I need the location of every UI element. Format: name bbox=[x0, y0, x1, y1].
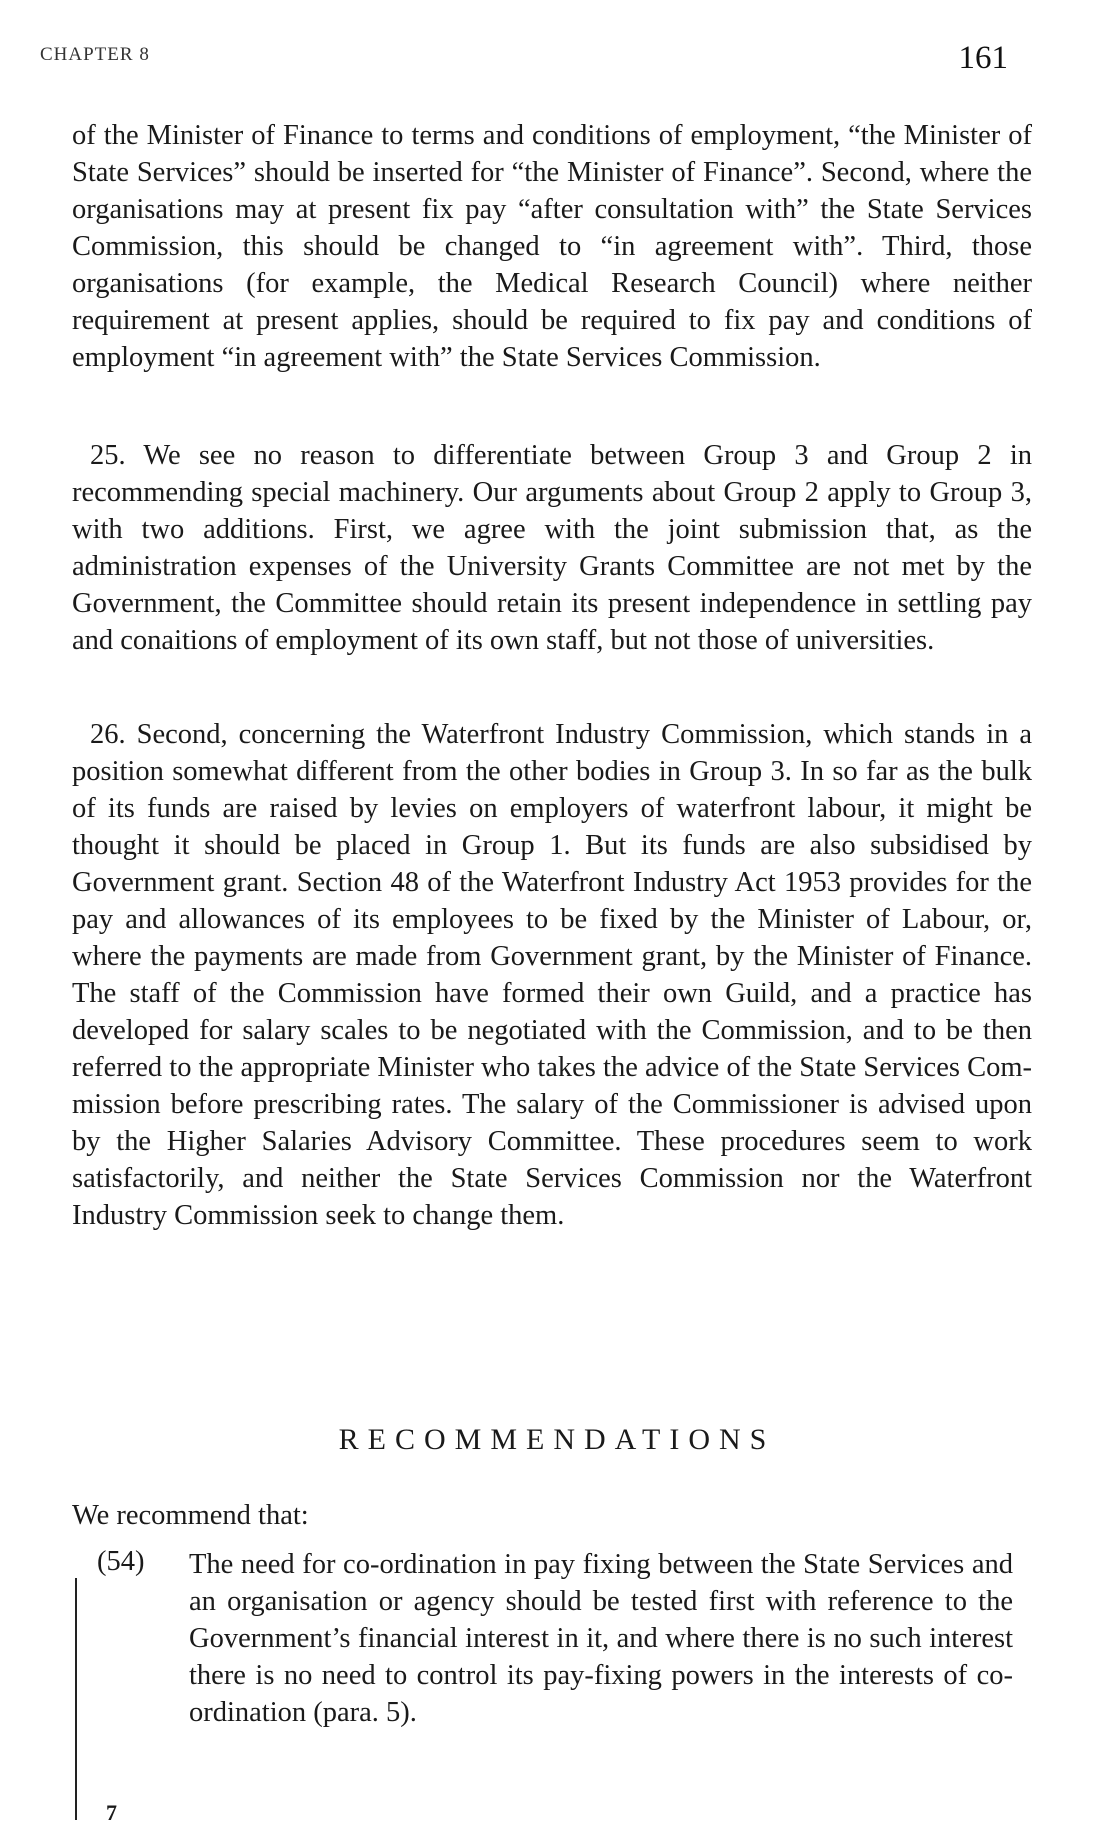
recommendation-number: (54) bbox=[97, 1546, 145, 1577]
signature-mark: 7 bbox=[106, 1800, 117, 1825]
paragraph-25: 25. We see no reason to differentiate between Group 3 and Group 2 in recommending special machinery. Our arguments about Group 2 apply to Group 3, with two additions. First, we agree with the joint submission that, as the administration expenses of the University Grants Committee are not met by the Government, the Committee should retain its present independence in settling pay and conaitions of employment of its own staff, but not those of universities. bbox=[72, 440, 1032, 656]
page-number: 161 bbox=[958, 40, 1008, 76]
recommendations-heading: RECOMMENDATIONS bbox=[338, 1423, 776, 1456]
margin-bar bbox=[75, 1578, 77, 1820]
paragraph-continued: of the Minister of Finance to terms and conditions of employment, “the Minister of State Services” should be inserted for “the Minister of Finance”. Second, where the organisations may at present fix pay “after consultation with” the State Services Commission, this should be changed to “in agreement with”. Third, those organisations (for example, the Medical Research Council) where neither requirement at present applies, should be required to fix pay and conditions of employment “in agreement with” the State Services Commission. bbox=[72, 120, 1032, 373]
paragraph-26: 26. Second, concerning the Waterfront Industry Commission, which stands in a position somewhat different from the other bodies in Group 3. In so far as the bulk of its funds are raised by levies on employers of waterfront labour, it might be thought it should be placed in Group 1. But its funds are also subsidised by Government grant. Section 48 of the Waterfront Industry Act 1953 provides for the pay and allowances of its employees to be fixed by the Minister of Labour, or, where the payments are made from Government grant, by the Minister of Finance. The staff of the Commission have formed their own Guild, and a practice has developed for salary scales to be negotiated with the Commission, and to be then referred to the appropriate Minister who takes the advice of the State Services Com- mission before prescribing rates. The salary of the Commissioner is advised upon by the Higher Salaries Advisory Committee. These procedures seem to work satisfactorily, and neither the State Services Commission nor the Waterfront Industry Commission seek to change them. bbox=[72, 719, 1032, 1231]
recommendation-text: The need for co-ordination in pay fixing between the State Services and an organisation or agency should be tested first with reference to the Government’s financial interest in it, and where there is no such interest there is no need to control its pay-fixing powers in the interests of co- ordination (para. 5). bbox=[189, 1549, 1013, 1728]
running-head: CHAPTER 8 bbox=[40, 44, 150, 65]
recommendations-intro: We recommend that: bbox=[72, 1500, 309, 1531]
